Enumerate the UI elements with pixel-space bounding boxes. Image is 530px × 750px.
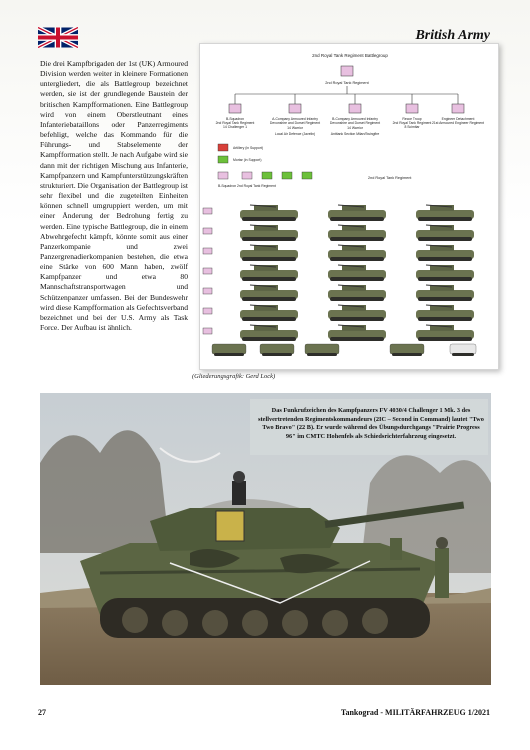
- tank-silhouette: [328, 285, 386, 301]
- squadron-sub-label: B-Squadron 2nd Royal Tank Regiment: [218, 184, 276, 188]
- hq-symbol: [341, 66, 353, 76]
- svg-text:Recce Troop2nd Royal Tank Regi: Recce Troop 2nd Royal Tank Regiment 8 Scimitar: [392, 117, 432, 129]
- tank-symbol: [203, 228, 212, 234]
- legend-mortar: Mortar (in Support): [233, 158, 262, 162]
- tank-silhouette: [416, 265, 474, 281]
- tank-symbol: [203, 268, 212, 274]
- tank-silhouette: [328, 205, 386, 221]
- tank-silhouette: [240, 325, 298, 341]
- support-vehicle: [212, 344, 246, 356]
- tank-symbol: [203, 248, 212, 254]
- svg-text:Engineer Detachment21st Armour: Engineer Detachment 21st Armoured Engineer Regiment: [431, 117, 485, 125]
- tank-silhouette: [416, 225, 474, 241]
- org-chart: [199, 43, 499, 370]
- unit-symbol-recce: [406, 104, 418, 113]
- unit-symbol-b-sqn: [229, 104, 241, 113]
- support-vehicle: [260, 344, 294, 356]
- tank-silhouette: [240, 265, 298, 281]
- unit-symbol-engineer: [452, 104, 464, 113]
- uk-flag-icon: [38, 27, 78, 48]
- unit-symbol-b-coy: [349, 104, 361, 113]
- tank-silhouette: [328, 265, 386, 281]
- support-vehicle: [390, 344, 424, 356]
- tank-silhouette: [416, 285, 474, 301]
- section-title: British Army: [415, 28, 490, 43]
- mortar-symbol: [218, 156, 228, 163]
- tank-silhouette: [240, 205, 298, 221]
- unit-symbol-a-coy: [289, 104, 301, 113]
- tank-symbol: [203, 308, 212, 314]
- legend-artillery: Artillery (in Support): [233, 146, 263, 150]
- tank-silhouette: [328, 225, 386, 241]
- article-text: Die drei Kampfbrigaden der 1st (UK) Armoured Division werden weiter in kleinere Formationen untergliedert, die als Battlegroup bezeichnet werden, sie ist der grundlegende Baustein der britischen Kampfformationen. Eine Battlegroup wird von einem Oberstleutnant eines Infanteriebataillons oder Panzerregiments befehligt, welche das Kommando für die Führungs- und Stabselemente der Kampfformation stellt. Je nach Aufgabe wird sie dann mit der richtigen Mischung aus Infanterie, Kampfpanzern und Kampfunterstützungskräften strukturiert. Die Organisation der Battlegroup ist sehr flexibel und die zugeteilten Einheiten können schnell umgruppiert werden, um mit einer Änderung der Bedrohung fertig zu werden. Eine typische Battlegroup, die in einem Abwehrgefecht kämpft, könnte somit aus einer Panzerkompanie und zwei Panzergrenadierkompanien bestehen, die etwa eine Stärke von 600 Mann haben, zwölf Kampfpanzer und etwa 80 Mannschaftstransportwagen und Schützenpanzer umfassen. Bei der Bundeswehr wird diese Kampfformation als Gefechtsverband bezeichnet und bei der U.S. Army als Task Force. Der Aufbau ist ähnlich.: [40, 59, 188, 333]
- tank-silhouette: [416, 325, 474, 341]
- support-vehicle: [305, 344, 339, 356]
- tank-silhouette: [328, 325, 386, 341]
- squadron-label: 2nd Royal Tank Regiment: [368, 176, 412, 180]
- photo-caption: Das Funkrufzeichen des Kampfpanzers FV 4030/4 Challenger 1 Mk. 3 des stellvertretenden Regimentskommandeurs (2IC – Second in Command) lautet "Two Two Bravo" (22 B). Er wurde während des Übungsdurchgangs "Prairie Progress 96" im CMTC Hohenfels als Schiedsrichterfahrzeug eingesetzt.: [258, 407, 484, 440]
- support-vehicle: [450, 344, 476, 356]
- tank-grid: [203, 205, 476, 356]
- svg-text:B-Company Armoured InfantryDev: B-Company Armoured Infantry Devonshire and Dorset Regiment 14 Warrior Antitank Section Milan/Swingfire: [329, 117, 381, 136]
- tank-symbol: [203, 208, 212, 214]
- tank-silhouette: [240, 245, 298, 261]
- svg-text:A-Company Armoured InfantryDev: A-Company Armoured Infantry Devonshire and Dorset Regiment 14 Warrior Local Air Defence (Javelin): [269, 117, 321, 136]
- tank-silhouette: [328, 305, 386, 321]
- chart-top-label: 2nd Royal Tank Regiment Battlegroup: [312, 53, 388, 58]
- tank-symbol: [203, 288, 212, 294]
- tank-silhouette: [416, 245, 474, 261]
- tank-silhouette: [416, 205, 474, 221]
- artillery-symbol: [218, 144, 228, 151]
- tank-silhouette: [240, 285, 298, 301]
- chart-hq-label: 2nd Royal Tank Regiment: [325, 81, 369, 85]
- tank-silhouette: [416, 305, 474, 321]
- chart-credit: (Gliederungsgrafik: Gerd Lock): [192, 373, 276, 380]
- tank-silhouette: [240, 225, 298, 241]
- tank-silhouette: [328, 245, 386, 261]
- svg-text:B-Squadron2nd Royal Tank Regim: B-Squadron 2nd Royal Tank Regiment 14 Challenger 1: [215, 117, 255, 129]
- tank-silhouette: [240, 305, 298, 321]
- tank-symbol: [203, 328, 212, 334]
- page-number: 27: [38, 708, 46, 717]
- publication-footer: Tankograd - MILITÄRFAHRZEUG 1/2021: [340, 708, 490, 717]
